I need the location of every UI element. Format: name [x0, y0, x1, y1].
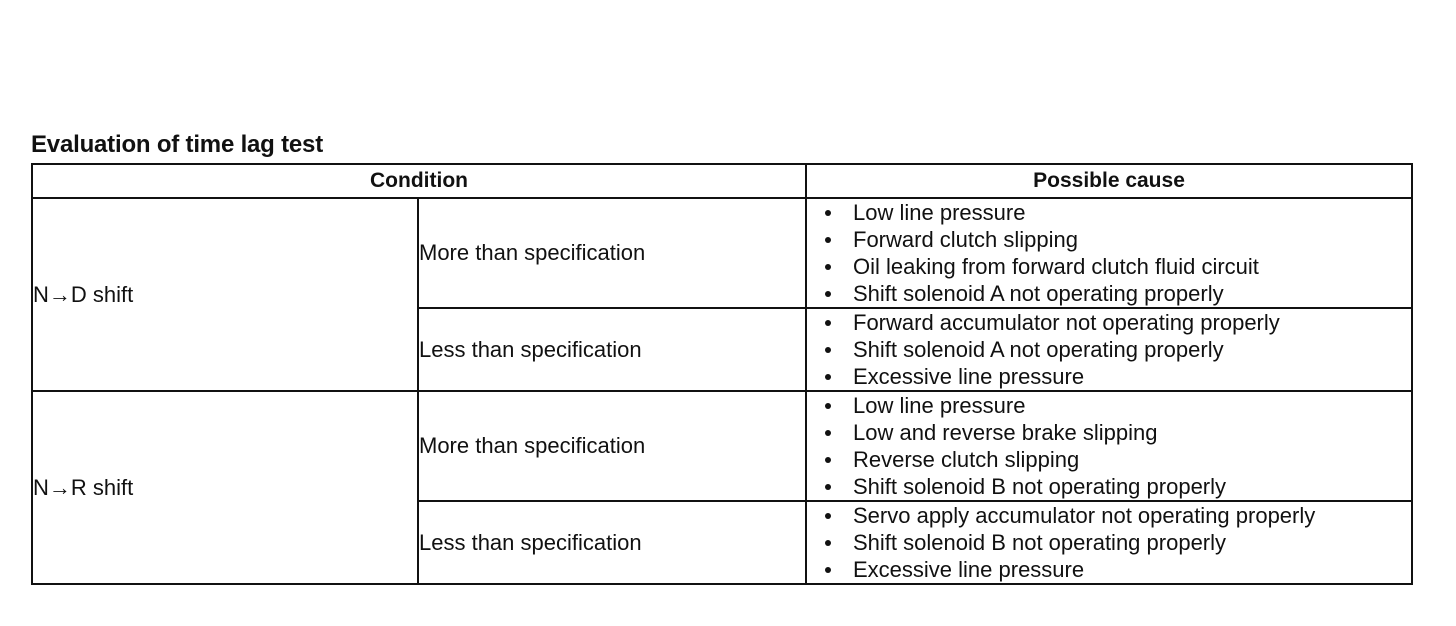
- bullet-icon: [825, 430, 831, 436]
- cause-text: Servo apply accumulator not operating properly: [853, 503, 1316, 528]
- bullet-icon: [825, 291, 831, 297]
- cause-text: Low line pressure: [853, 393, 1026, 418]
- cause-item: [807, 419, 1411, 446]
- shift-cell-nd: N→D shift: [32, 198, 418, 391]
- cause-text: Low and reverse brake slipping: [853, 420, 1158, 445]
- table-header-row: [32, 164, 1412, 198]
- cause-item: [807, 253, 1411, 280]
- bullet-icon: [825, 320, 831, 326]
- shift-cell-nr: N→R shift: [32, 391, 418, 584]
- bullet-icon: [825, 210, 831, 216]
- cause-item: [807, 502, 1411, 529]
- cause-text: Excessive line pressure: [853, 557, 1085, 582]
- cause-item: [807, 556, 1411, 583]
- bullet-icon: [825, 374, 831, 380]
- cause-item: [807, 363, 1411, 390]
- cause-text: Forward accumulator not operating properly: [853, 310, 1280, 335]
- cause-text: Forward clutch slipping: [853, 227, 1078, 252]
- bullet-icon: [825, 513, 831, 519]
- timing-cell: Less than specification: [418, 501, 806, 584]
- cause-cell: [806, 501, 1412, 584]
- cause-text: Shift solenoid B not operating properly: [853, 530, 1227, 555]
- cause-list: [807, 502, 1411, 583]
- table-row: [32, 391, 1412, 501]
- page-title: Evaluation of time lag test: [31, 131, 323, 158]
- cause-text: Reverse clutch slipping: [853, 447, 1080, 472]
- cause-cell: [806, 308, 1412, 391]
- cause-item: [807, 199, 1411, 226]
- cause-item: [807, 446, 1411, 473]
- cause-cell: [806, 391, 1412, 501]
- cause-text: Shift solenoid B not operating properly: [853, 474, 1227, 499]
- cause-text: Shift solenoid A not operating properly: [853, 281, 1224, 306]
- bullet-icon: [825, 567, 831, 573]
- cause-item: [807, 309, 1411, 336]
- cause-item: [807, 392, 1411, 419]
- cause-cell: [806, 198, 1412, 308]
- timing-cell: More than specification: [418, 198, 806, 308]
- timing-cell: Less than specification: [418, 308, 806, 391]
- cause-text: Oil leaking from forward clutch fluid circuit: [853, 254, 1259, 279]
- table-row: [32, 198, 1412, 308]
- bullet-icon: [825, 540, 831, 546]
- cause-item: [807, 226, 1411, 253]
- bullet-icon: [825, 347, 831, 353]
- timing-cell: More than specification: [418, 391, 806, 501]
- bullet-icon: [825, 457, 831, 463]
- condition-header: Condition: [32, 164, 806, 198]
- cause-list: [807, 392, 1411, 500]
- cause-text: Shift solenoid A not operating properly: [853, 337, 1224, 362]
- possible-cause-header: Possible cause: [806, 164, 1412, 198]
- cause-text: Excessive line pressure: [853, 364, 1085, 389]
- cause-item: [807, 336, 1411, 363]
- time-lag-table: [31, 163, 1413, 585]
- cause-item: [807, 529, 1411, 556]
- cause-text: Low line pressure: [853, 200, 1026, 225]
- bullet-icon: [825, 237, 831, 243]
- cause-list: [807, 199, 1411, 307]
- cause-list: [807, 309, 1411, 390]
- bullet-icon: [825, 403, 831, 409]
- bullet-icon: [825, 264, 831, 270]
- cause-item: [807, 473, 1411, 500]
- bullet-icon: [825, 484, 831, 490]
- cause-item: [807, 280, 1411, 307]
